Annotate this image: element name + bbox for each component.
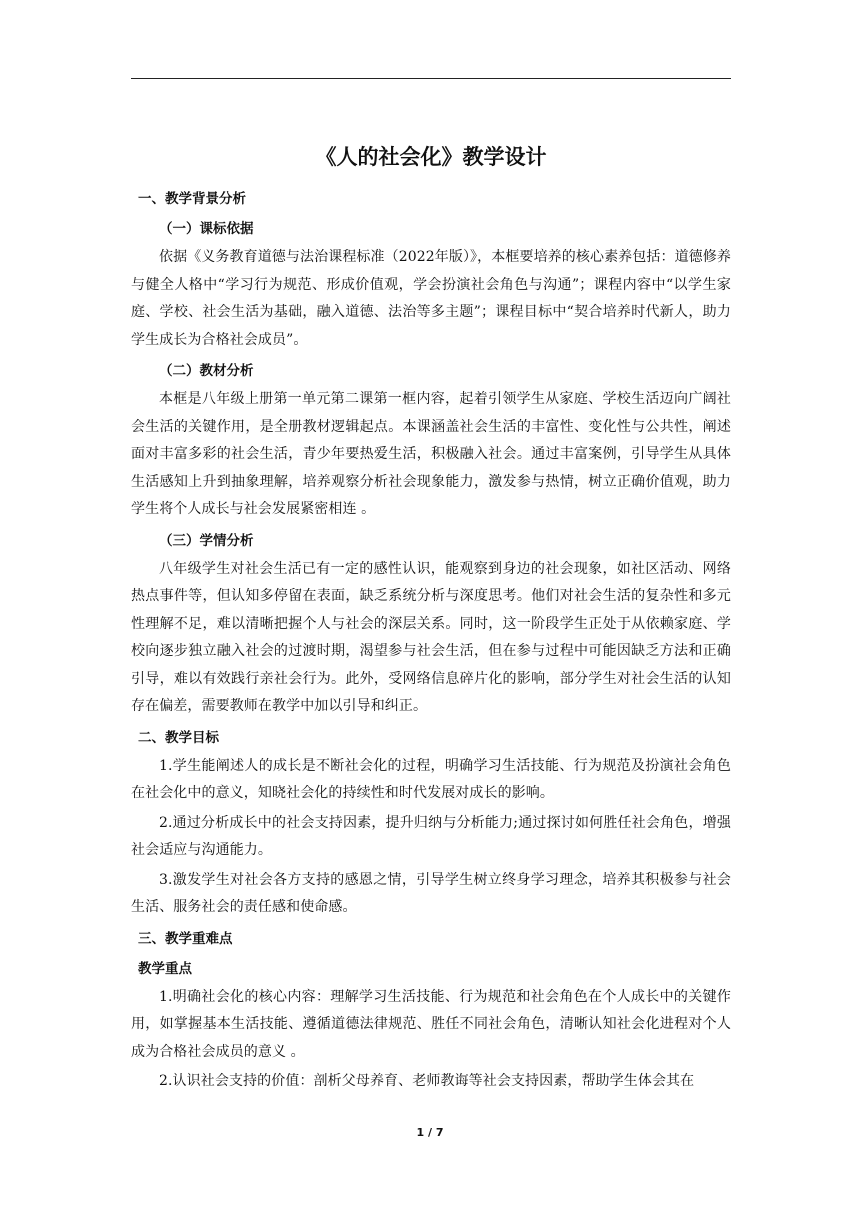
objective-item: 2.通过分析成长中的社会支持因素，提升归纳与分析能力;通过探讨如何胜任社会角色，增强社会适应与沟通能力。 [131,814,731,858]
objective-item: 3.激发学生对社会各方支持的感恩之情，引导学生树立终身学习理念，培养其积极参与社会生活、服务社会的责任感和使命感。 [131,871,731,915]
paragraph-textbook: 本框是八年级上册第一单元第二课第一框内容，起着引领学生从家庭、学校生活迈向广阔社会生活的关键作用，是全册教材逻辑起点。本课涵盖社会生活的丰富性、变化性与公共性，阐述面对丰富多彩的社会生活，青少年要热爱生活，积极融入社会。通过丰富案例，引导学生从具体生活感知上升到抽象理解，培养观察分析社会现象能力，激发参与热情，树立正确价值观，助力学生将个人成长与社会发展紧密相连 。 [131,391,731,517]
section-heading-background: 一、教学背景分析 [138,191,246,207]
focus-item: 2.认识社会支持的价值：剖析父母养育、老师教诲等社会支持因素，帮助学生体会其在 [159,1073,695,1089]
subsection-heading-textbook: （二）教材分析 [159,363,254,379]
section-heading-objectives: 二、教学目标 [138,729,219,746]
objective-item: 1.学生能阐述人的成长是不断社会化的过程，明确学习生活技能、行为规范及扮演社会角色在社会化中的意义，知晓社会化的持续性和时代发展对成长的影响。 [131,757,731,801]
subsection-heading-focus: 教学重点 [138,960,192,977]
document-body [131,140,731,1098]
section-heading-key-points: 三、教学重难点 [138,930,233,947]
document-title: 《人的社会化》教学设计 [315,145,547,169]
subsection-heading-standards: （一）课标依据 [159,221,254,237]
page-number: 1 / 7 [416,1126,444,1139]
paragraph-standards: 依据《义务教育道德与法治课程标准（2022年版）》，本框要培养的核心素养包括：道德修养与健全人格中“学习行为规范、形成价值观，学会扮演社会角色与沟通”；课程内容中“以学生家庭、学校、社会生活为基础，融入道德、法治等多主题”；课程目标中“契合培养时代新人，助力学生成长为合格社会成员”。 [131,249,731,348]
subsection-heading-students: （三）学情分析 [159,532,254,549]
paragraph-students: 八年级学生对社会生活已有一定的感性认识，能观察到身边的社会现象，如社区活动、网络热点事件等，但认知多停留在表面，缺乏系统分析与深度思考。他们对社会生活的复杂性和多元性理解不足，难以清晰把握个人与社会的深层关系。同时，这一阶段学生正处于从依赖家庭、学校向逐步独立融入社会的过渡时期，渴望参与社会生活，但在参与过程中可能因缺乏方法和正确引导，难以有效践行亲社会行为。此外，受网络信息碎片化的影响，部分学生对社会生活的认知存在偏差，需要教师在教学中加以引导和纠正。 [131,560,731,714]
header-rule [131,78,731,79]
focus-item: 1.明确社会化的核心内容：理解学习生活技能、行为规范和社会角色在个人成长中的关键作用，如掌握基本生活技能、遵循道德法律规范、胜任不同社会角色，清晰认知社会化进程对个人成为合格社会成员的意义 。 [131,988,731,1060]
